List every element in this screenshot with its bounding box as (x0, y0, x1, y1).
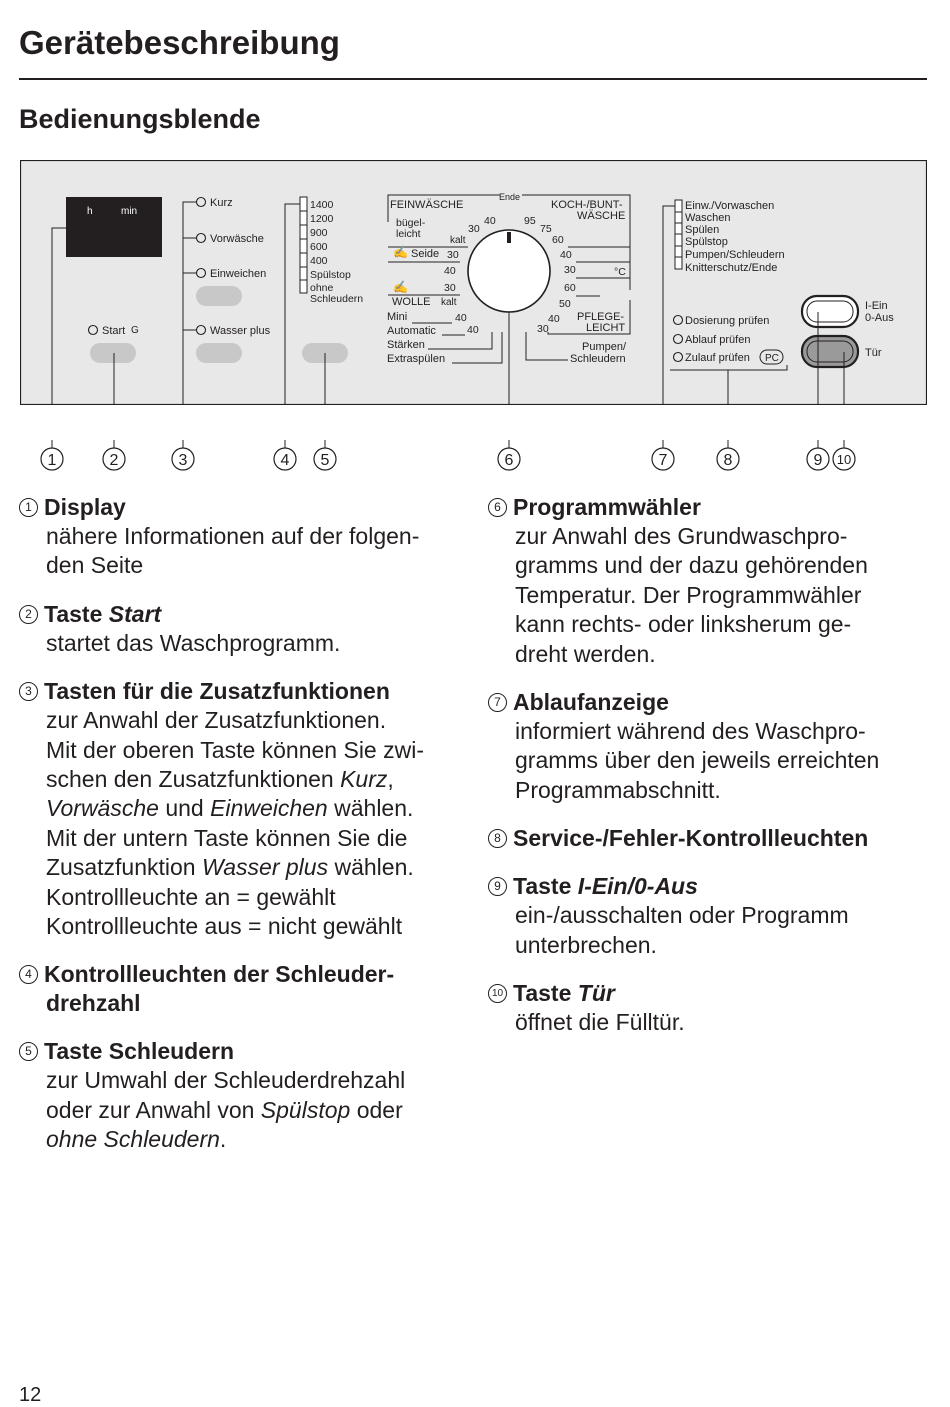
progress-pumpen: Pumpen/Schleudern (685, 249, 785, 261)
callout-4-label: 4 (280, 452, 290, 469)
description-column-left (19, 493, 449, 1174)
desc-text: . (219, 1126, 227, 1153)
dial-temp-r4: 30 (564, 264, 576, 276)
desc-line: Kontrollleuchte aus = nicht gewählt (46, 913, 403, 940)
door-label: Tür (865, 347, 882, 359)
spin-1200: 1200 (310, 213, 334, 225)
dial-temp-l5: 30 (444, 282, 456, 294)
desc-italic: Wasser plus (201, 854, 329, 881)
page-title: Gerätebeschreibung (19, 24, 340, 61)
num-badge: 6 (488, 498, 507, 517)
desc-line: den Seite (46, 552, 144, 579)
callout-6-label: 6 (504, 452, 514, 469)
desc-title: Taste Schleudern (44, 1038, 235, 1065)
wool-icon: ✍ (393, 280, 408, 294)
desc-line: zur Umwahl der Schleuderdrehzahl (46, 1067, 406, 1094)
dial-temp-r1: 75 (540, 223, 552, 235)
desc-title: Tasten für die Zusatzfunktionen (44, 678, 390, 705)
dial-wolle: WOLLE (392, 296, 431, 308)
dial-temp-r8: 30 (537, 323, 549, 335)
section-title: Bedienungsblende (19, 104, 261, 134)
desc-start (19, 600, 449, 658)
desc-line: dreht werden. (515, 640, 656, 667)
dial-kochbunt-2: WÄSCHE (577, 210, 626, 222)
desc-line: Kontrollleuchte an = gewählt (46, 883, 336, 910)
dial-buegel-2: leicht (396, 228, 421, 240)
dial-pointer-icon (507, 232, 511, 243)
callout-2-label: 2 (109, 452, 119, 469)
progress-knitterschutz: Knitterschutz/Ende (685, 262, 778, 274)
desc-line: gramms über den jeweils erreichten (515, 747, 880, 774)
spin-spuelstop: Spülstop (310, 269, 351, 281)
dial-pflege-1: PFLEGE- (577, 311, 625, 323)
label-vorwaesche: Vorwäsche (210, 233, 264, 245)
dial-ende: Ende (499, 192, 521, 202)
progress-spuelstop: Spülstop (685, 236, 728, 248)
desc-title: Service-/Fehler-Kontrollleuchten (513, 825, 869, 852)
desc-title: drehzahl (46, 990, 141, 1017)
spin-400: 400 (310, 255, 328, 267)
desc-line: Mit der untern Taste können Sie die (46, 824, 408, 851)
spin-ohne: ohne (310, 282, 334, 294)
callout-8-label: 8 (723, 452, 733, 469)
dial-temp-l3: 30 (447, 249, 459, 261)
desc-text: schen den Zusatzfunktionen (46, 766, 341, 793)
progress-einw: Einw./Vorwaschen (685, 200, 775, 212)
display-label-min: min (121, 206, 138, 217)
callout-3-label: 3 (178, 452, 188, 469)
desc-title: Taste (513, 873, 578, 900)
label-wasser-plus: Wasser plus (210, 325, 271, 337)
desc-title: Taste (44, 600, 109, 627)
start-symbol-icon: G (131, 325, 139, 336)
desc-progress (488, 688, 918, 805)
desc-line: gramms und der dazu gehörenden (515, 552, 868, 579)
dial-seide: Seide (411, 248, 440, 260)
desc-line: nähere Informationen auf der folgen- (46, 523, 420, 549)
dial-temp-r3: 40 (560, 249, 572, 261)
start-button[interactable] (90, 343, 136, 363)
title-divider (19, 78, 927, 80)
dial-pflege-2: LEICHT (586, 322, 626, 334)
desc-line: unterbrechen. (515, 931, 657, 958)
dial-staerken: Stärken (387, 339, 425, 351)
desc-line: ein-/ausschalten oder Programm (515, 902, 849, 929)
desc-line: Temperatur. Der Programmwähler (515, 581, 862, 608)
label-einweichen: Einweichen (210, 268, 267, 280)
dial-temp-l1: 30 (468, 223, 480, 235)
desc-line: Programmabschnitt. (515, 776, 721, 803)
dial-temp-l8: 40 (467, 324, 479, 336)
progress-waschen: Waschen (685, 212, 731, 224)
desc-line: Mit der oberen Taste können Sie zwi- (46, 736, 424, 763)
display-label-h: h (87, 206, 93, 217)
desc-title: Taste (513, 980, 578, 1007)
desc-program-selector (488, 493, 918, 669)
handwash-icon: ✍ (393, 245, 408, 259)
dial-buegel-1: bügel- (396, 217, 426, 229)
power-label-2: 0-Aus (865, 312, 894, 324)
num-badge: 7 (488, 693, 507, 712)
desc-text: oder (350, 1096, 403, 1123)
dial-temp-r5: 60 (564, 282, 576, 294)
dial-temp-r0: 95 (524, 215, 536, 227)
display-screen (66, 197, 162, 257)
dial-automatic: Automatic (387, 325, 436, 337)
desc-spin-lights (19, 960, 449, 1018)
extra-function-button-upper[interactable] (196, 286, 242, 306)
desc-text: wählen. (328, 854, 414, 881)
num-badge: 5 (19, 1042, 38, 1061)
desc-title: Ablaufanzeige (513, 689, 669, 716)
desc-title-italic: I-Ein/0-Aus (577, 873, 698, 900)
num-badge: 3 (19, 682, 38, 701)
num-badge: 4 (19, 965, 38, 984)
service-ablauf: Ablauf prüfen (685, 334, 751, 346)
dial-temp-l7: 40 (455, 312, 467, 324)
pc-badge-label: PC (765, 353, 779, 364)
desc-italic: Vorwäsche (46, 795, 159, 822)
desc-italic: Spülstop (260, 1096, 351, 1123)
desc-text: , (387, 766, 394, 793)
desc-text: oder zur Anwahl von (46, 1096, 261, 1123)
dial-pumpen-2: Schleudern (570, 353, 626, 365)
callout-9-label: 9 (813, 452, 823, 469)
desc-text: wählen. (327, 795, 414, 822)
page-number: 12 (19, 1384, 42, 1406)
desc-line: startet das Waschprogramm. (46, 629, 341, 656)
desc-title-italic: Start (108, 600, 162, 627)
callout-1-label: 1 (47, 452, 57, 469)
dial-temp-r2: 60 (552, 234, 564, 246)
dial-temp-r7: 40 (548, 313, 560, 325)
desc-italic: Kurz (340, 766, 388, 793)
dial-kochbunt-1: KOCH-/BUNT- (551, 199, 623, 211)
dial-temp-r6: 50 (559, 298, 571, 310)
desc-title: Display (44, 494, 126, 520)
desc-italic: ohne Schleudern (46, 1126, 220, 1153)
description-column-right (488, 493, 918, 1056)
desc-power (488, 872, 918, 960)
dial-temp-l4: 40 (444, 265, 456, 277)
num-badge: 2 (19, 605, 38, 624)
spin-600: 600 (310, 241, 328, 253)
label-kurz: Kurz (210, 197, 233, 209)
dial-mini: Mini (387, 311, 408, 323)
desc-spin-button (19, 1037, 449, 1154)
desc-line: kann rechts- oder linksherum ge- (515, 611, 852, 638)
callout-5-label: 5 (320, 452, 330, 469)
callout-row (0, 440, 950, 480)
callout-7-label: 7 (658, 452, 668, 469)
desc-line: zur Anwahl des Grundwaschpro- (515, 523, 848, 549)
desc-title: Kontrollleuchten der Schleuder- (44, 961, 395, 988)
desc-display (19, 493, 449, 581)
dial-temp-l0: 40 (484, 215, 496, 227)
desc-line: öffnet die Fülltür. (515, 1009, 685, 1036)
dial-temp-l6: kalt (441, 297, 457, 308)
num-badge: 9 (488, 877, 507, 896)
progress-spuelen: Spülen (685, 224, 720, 236)
service-zulauf: Zulauf prüfen (685, 352, 750, 364)
desc-line: informiert während des Waschpro- (515, 718, 866, 745)
dial-extraspuelen: Extraspülen (387, 353, 446, 365)
desc-italic: Einweichen (210, 795, 328, 822)
power-label-1: I-Ein (865, 300, 888, 312)
spin-schleudern: Schleudern (310, 293, 364, 305)
dial-feinwaesche: FEINWÄSCHE (390, 199, 464, 211)
desc-title: Programmwähler (513, 494, 701, 520)
spin-900: 900 (310, 227, 328, 239)
num-badge: 1 (19, 498, 38, 517)
dial-temp-l2: kalt (450, 235, 466, 246)
num-badge: 10 (488, 984, 507, 1003)
callout-10-label: 10 (836, 452, 852, 467)
start-label: Start (102, 325, 126, 337)
desc-door (488, 979, 918, 1037)
desc-title-italic: Tür (577, 980, 615, 1007)
desc-text: und (158, 795, 211, 822)
desc-service-lights (488, 824, 918, 853)
desc-text: Zusatzfunktion (46, 854, 202, 881)
num-badge: 8 (488, 829, 507, 848)
dial-unit: °C (614, 266, 626, 278)
extra-function-button-lower[interactable] (196, 343, 242, 363)
spin-1400: 1400 (310, 199, 334, 211)
service-dosierung: Dosierung prüfen (685, 315, 770, 327)
desc-extra-functions (19, 677, 449, 941)
dial-pumpen-1: Pumpen/ (582, 341, 627, 353)
control-panel-illustration (20, 160, 927, 405)
desc-line: zur Anwahl der Zusatzfunktionen. (46, 707, 387, 734)
